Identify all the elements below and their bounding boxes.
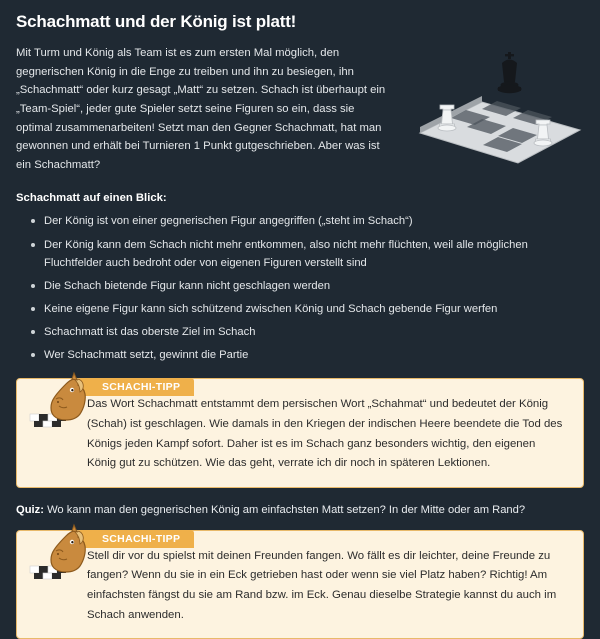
quiz-line <box>16 504 584 516</box>
page-title: Schachmatt und der König ist platt! <box>16 12 297 31</box>
list-item: Der König kann dem Schach nicht mehr entkommen, also nicht mehr flüchten, weil alle möglichen Fluchtfelder auch bedroht oder von eigenen Figuren verstellt sind <box>44 236 584 272</box>
chessboard-svg <box>410 30 590 165</box>
list-item: Der König ist von einer gegnerischen Figur angegriffen („steht im Schach“) <box>44 212 584 230</box>
list-item: Wer Schachmatt setzt, gewinnt die Partie <box>44 346 584 364</box>
chessboard-illustration <box>410 30 590 165</box>
tip-box-2 <box>16 530 584 639</box>
quiz-question: Wo kann man den gegnerischen König am einfachsten Matt setzen? In der Mitte oder am Rand? <box>43 503 526 516</box>
list-item: Keine eigene Figur kann sich schützend zwischen König und Schach gebende Figur werfen <box>44 300 584 318</box>
tip-label: SCHACHI-TIPP <box>78 530 194 548</box>
quiz-label: Quiz: <box>16 503 44 516</box>
intro-paragraph: Mit Turm und König als Team ist es zum ersten Mal möglich, den gegnerischen König in die Enge zu treiben und ihn zu besiegen, ihn „Schachmatt“ oder kurz gesagt „Matt“ zu setzen. Schach ist überhaupt ein „Team-Spiel“, jeder gute Spieler setzt seine Figuren so ein, dass sie optimal zusammenarbeiten! Setzt man den Gegner Schachmatt, hat man gewonnen und erhält bei Turnieren 1 Punkt gutgeschrieben. Aber was ist ein Schachmatt? <box>16 47 386 171</box>
tip-text: Stell dir vor du spielst mit deinen Freunden fangen. Wo fällt es dir leichter, deine Freunde zu fangen? Wenn du sie in ein Eck getrieben hast oder wenn sie viel Platz haben? Richtig! Am einfachsten fängst du sie am Rand bzw. im Eck. Genau dieselbe Strategie kannst du auch im Schach anwenden. <box>16 530 584 639</box>
tip-text: Das Wort Schachmatt entstammt dem persischen Wort „Schahmat“ und bedeutet der König (Schah) ist geschlagen. Wie damals in den Kriegen der indischen Heere beendete die Tod des Königs jeden Kampf sofort. Daher ist es im Schach ganz besonders wichtig, den eigenen König gut zu schützen. Wie das geht, verrate ich dir noch in späteren Lektionen. <box>16 378 584 487</box>
tip-box-1 <box>16 378 584 487</box>
black-king-piece <box>498 52 522 93</box>
key-points-list <box>16 212 584 364</box>
tip-label: SCHACHI-TIPP <box>78 378 194 396</box>
list-item: Schachmatt ist das oberste Ziel im Schach <box>44 323 584 341</box>
knight-mascot-icon <box>28 522 94 584</box>
list-item: Die Schach bietende Figur kann nicht geschlagen werden <box>44 277 584 295</box>
section-heading: Schachmatt auf einen Blick: <box>16 192 167 205</box>
knight-mascot-icon <box>28 370 94 432</box>
